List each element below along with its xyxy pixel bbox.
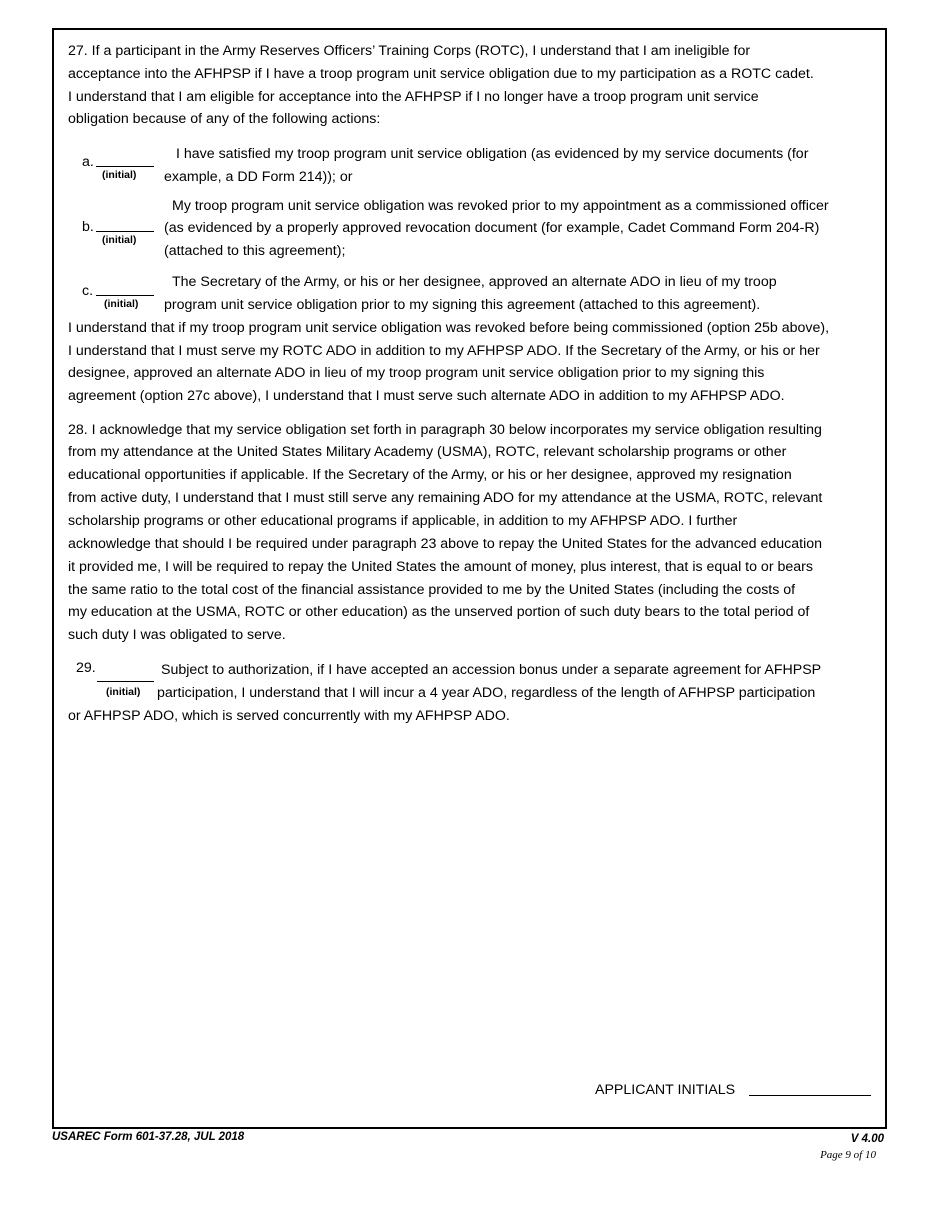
option-c-label: c. [82,283,94,299]
p28-line-1: 28. I acknowledge that my service obligation set forth in paragraph 30 below incorporates my service obligation resulting [68,422,822,438]
option-a-initial-caption: (initial) [102,169,137,181]
p27-closing-line-4: agreement (option 27c above), I understand that I must serve such alternate ADO in addition to my AFHPSP ADO. [68,388,785,404]
p28-line-8: the same ratio to the total cost of the financial assistance provided to me by the United States (including the costs of [68,582,796,598]
option-c-initial-field[interactable] [96,295,154,296]
p29-line-2: participation, I understand that I will incur a 4 year ADO, regardless of the length of AFHPSP participation [157,685,816,701]
option-b-initial-field[interactable] [96,231,154,232]
option-c-line-2: program unit service obligation prior to my signing this agreement (attached to this agreement). [164,297,761,313]
option-b-label: b. [82,219,94,235]
option-a-initial-field[interactable] [96,166,154,167]
option-a-line-2: example, a DD Form 214)); or [164,169,353,185]
option-c-line-1: The Secretary of the Army, or his or her designee, approved an alternate ADO in lieu of my troop [172,274,777,290]
p27-intro-line-3: I understand that I am eligible for acceptance into the AFHPSP if I no longer have a troop program unit service [68,89,759,105]
p28-line-3: educational opportunities if applicable. If the Secretary of the Army, or his or her designee, approved my resignation [68,467,792,483]
p28-line-5: scholarship programs or other educational programs if applicable, in addition to my AFHPSP ADO. I further [68,513,738,529]
p27-closing-line-2: I understand that I must serve my ROTC ADO in addition to my AFHPSP ADO. If the Secretary of the Army, or his or her [68,343,820,359]
p28-line-7: it provided me, I will be required to repay the United States the amount of money, plus interest, that is equal to or bears [68,559,813,575]
option-b-line-3: (attached to this agreement); [164,243,346,259]
p28-line-10: such duty I was obligated to serve. [68,627,286,643]
p27-intro-line-4: obligation because of any of the following actions: [68,111,381,127]
applicant-initials-label: APPLICANT INITIALS [595,1082,736,1098]
page-number: Page 9 of 10 [820,1149,876,1161]
p29-initial-field[interactable] [97,681,154,682]
p28-line-2: from my attendance at the United States Military Academy (USMA), ROTC, relevant scholarship programs or other [68,444,787,460]
option-a-line-1: I have satisfied my troop program unit service obligation (as evidenced by my service documents (for [176,146,809,162]
form-version: V 4.00 [850,1133,884,1145]
p29-label: 29. [76,660,96,676]
option-b-line-2: (as evidenced by a properly approved revocation document (for example, Cadet Command Form 204-R) [164,220,820,236]
p28-line-6: acknowledge that should I be required under paragraph 23 above to repay the United States for the advanced education [68,536,823,552]
option-b-initial-caption: (initial) [102,234,137,246]
option-a-label: a. [82,154,94,170]
option-b-line-1: My troop program unit service obligation was revoked prior to my appointment as a commissioned officer [172,198,829,214]
p27-intro-line-1: 27. If a participant in the Army Reserves Officers’ Training Corps (ROTC), I understand that I am ineligible for [68,43,751,59]
p29-line-3: or AFHPSP ADO, which is served concurrently with my AFHPSP ADO. [68,708,510,724]
option-c-initial-caption: (initial) [104,298,139,310]
p27-closing-line-1: I understand that if my troop program unit service obligation was revoked before being commissioned (option 25b above), [68,320,830,336]
applicant-initials-field[interactable] [749,1095,871,1096]
p27-intro-line-2: acceptance into the AFHPSP if I have a troop program unit service obligation due to my participation as a ROTC cadet. [68,66,814,82]
form-number: USAREC Form 601-37.28, JUL 2018 [52,1131,245,1143]
p27-closing-line-3: designee, approved an alternate ADO in lieu of my troop program unit service obligation prior to my signing this [68,365,765,381]
p28-line-9: my education at the USMA, ROTC or other education) as the unserved portion of such duty bears to the total period of [68,604,810,620]
p29-initial-caption: (initial) [106,686,141,698]
p28-line-4: from active duty, I understand that I must still serve any remaining ADO for my attendance at the USMA, ROTC, relevant [68,490,823,506]
p29-line-1: Subject to authorization, if I have accepted an accession bonus under a separate agreement for AFHPSP [161,662,822,678]
